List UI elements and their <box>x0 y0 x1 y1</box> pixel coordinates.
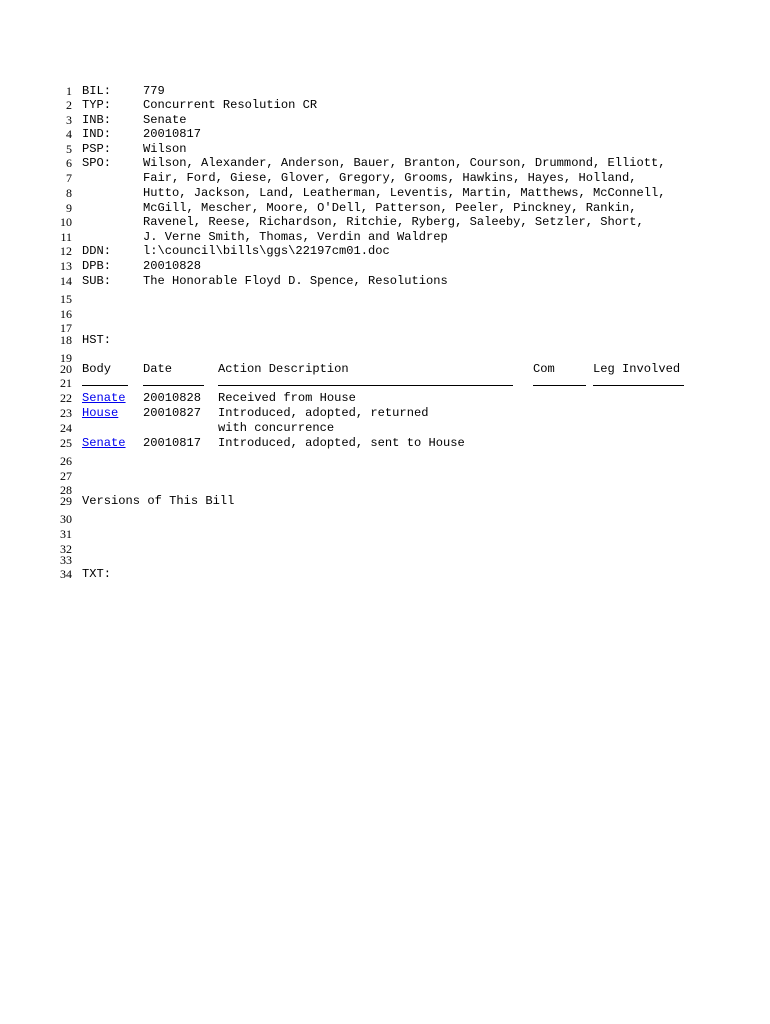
line-number: 3 <box>66 113 72 127</box>
field-value: 20010817 <box>143 127 202 141</box>
table-row <box>0 391 770 406</box>
history-header-row <box>0 362 770 377</box>
field-label: SPO: <box>82 156 112 170</box>
field-line <box>0 259 770 274</box>
blank-line <box>0 454 770 469</box>
field-line <box>0 84 770 99</box>
line-number: 29 <box>60 494 72 508</box>
line-number: 7 <box>66 171 72 185</box>
line-number: 28 <box>60 483 72 497</box>
action-date: 20010827 <box>143 406 202 420</box>
chamber-link[interactable]: Senate <box>82 391 126 405</box>
sponsor-names: Fair, Ford, Giese, Glover, Gregory, Grooms, Hawkins, Hayes, Holland, <box>143 171 637 185</box>
line-number: 27 <box>60 469 72 483</box>
sponsors-line <box>0 201 770 216</box>
blank-line <box>0 292 770 307</box>
field-line <box>0 98 770 113</box>
history-label-line <box>0 333 770 348</box>
sponsors-line <box>0 156 770 171</box>
sponsor-names: Ravenel, Reese, Richardson, Ritchie, Ryberg, Saleeby, Setzler, Short, <box>143 215 644 229</box>
action-description: Received from House <box>218 391 356 405</box>
field-value: Concurrent Resolution CR <box>143 98 318 112</box>
column-rule-date <box>143 385 204 386</box>
versions-line <box>0 494 770 509</box>
field-line <box>0 274 770 289</box>
sponsor-names: Hutto, Jackson, Land, Leatherman, Leventis, Martin, Matthews, McConnell, <box>143 186 666 200</box>
line-number: 12 <box>60 244 72 258</box>
chamber-link[interactable]: Senate <box>82 436 126 450</box>
action-description: Introduced, adopted, returned <box>218 406 429 420</box>
line-number: 21 <box>60 376 72 390</box>
line-number: 17 <box>60 321 72 335</box>
field-value: l:\council\bills\ggs\22197cm01.doc <box>143 244 390 258</box>
field-value: Senate <box>143 113 187 127</box>
sponsor-names: Wilson, Alexander, Anderson, Bauer, Branton, Courson, Drummond, Elliott, <box>143 156 666 170</box>
field-label: INB: <box>82 113 112 127</box>
blank-line <box>0 469 770 484</box>
line-number: 10 <box>60 215 72 229</box>
line-number: 25 <box>60 436 72 450</box>
table-row <box>0 406 770 421</box>
line-number: 31 <box>60 527 72 541</box>
action-date: 20010828 <box>143 391 202 405</box>
line-number: 6 <box>66 156 72 170</box>
field-label: SUB: <box>82 274 112 288</box>
line-number: 22 <box>60 391 72 405</box>
field-label: DPB: <box>82 259 112 273</box>
action-description: with concurrence <box>218 421 335 435</box>
line-number: 19 <box>60 351 72 365</box>
sponsors-line <box>0 230 770 245</box>
line-number: 11 <box>60 230 72 244</box>
line-number: 1 <box>66 84 72 98</box>
field-value: Wilson <box>143 142 187 156</box>
line-number: 23 <box>60 406 72 420</box>
blank-line <box>0 512 770 527</box>
field-value: 20010828 <box>143 259 202 273</box>
sponsors-line <box>0 215 770 230</box>
history-label: HST: <box>82 333 112 347</box>
column-header-action: Action Description <box>218 362 349 376</box>
column-header-leg-involved: Leg Involved <box>593 362 681 376</box>
sponsors-line <box>0 186 770 201</box>
versions-heading: Versions of This Bill <box>82 494 235 508</box>
line-number: 34 <box>60 567 72 581</box>
field-line <box>0 127 770 142</box>
column-header-body: Body <box>82 362 112 376</box>
field-label: BIL: <box>82 84 112 98</box>
text-label-line <box>0 567 770 582</box>
line-number: 5 <box>66 142 72 156</box>
line-number: 20 <box>60 362 72 376</box>
column-rule-action <box>218 385 513 386</box>
field-line <box>0 113 770 128</box>
blank-line <box>0 553 770 568</box>
history-rule-row <box>0 376 770 391</box>
line-number: 8 <box>66 186 72 200</box>
text-label: TXT: <box>82 567 112 581</box>
line-number: 30 <box>60 512 72 526</box>
line-number: 15 <box>60 292 72 306</box>
blank-line <box>0 307 770 322</box>
line-number: 4 <box>66 127 72 141</box>
line-number: 14 <box>60 274 72 288</box>
table-row <box>0 436 770 451</box>
column-header-date: Date <box>143 362 173 376</box>
blank-line <box>0 527 770 542</box>
sponsors-line <box>0 171 770 186</box>
field-line <box>0 244 770 259</box>
column-header-com: Com <box>533 362 555 376</box>
action-date: 20010817 <box>143 436 202 450</box>
chamber-link[interactable]: House <box>82 406 119 420</box>
sponsor-names: J. Verne Smith, Thomas, Verdin and Waldrep <box>143 230 448 244</box>
field-line <box>0 142 770 157</box>
field-label: PSP: <box>82 142 112 156</box>
line-number: 2 <box>66 98 72 112</box>
line-number: 26 <box>60 454 72 468</box>
line-number: 9 <box>66 201 72 215</box>
line-number: 13 <box>60 259 72 273</box>
field-value: The Honorable Floyd D. Spence, Resolutions <box>143 274 448 288</box>
field-value: 779 <box>143 84 165 98</box>
action-description: Introduced, adopted, sent to House <box>218 436 465 450</box>
field-label: TYP: <box>82 98 112 112</box>
line-number: 18 <box>60 333 72 347</box>
line-number: 32 <box>60 542 72 556</box>
line-number: 33 <box>60 553 72 567</box>
field-label: IND: <box>82 127 112 141</box>
field-label: DDN: <box>82 244 112 258</box>
column-rule-com <box>533 385 586 386</box>
line-number: 16 <box>60 307 72 321</box>
column-rule-leg-involved <box>593 385 684 386</box>
table-row <box>0 421 770 436</box>
column-rule-body <box>82 385 128 386</box>
line-number: 24 <box>60 421 72 435</box>
sponsor-names: McGill, Mescher, Moore, O'Dell, Patterson, Peeler, Pinckney, Rankin, <box>143 201 637 215</box>
